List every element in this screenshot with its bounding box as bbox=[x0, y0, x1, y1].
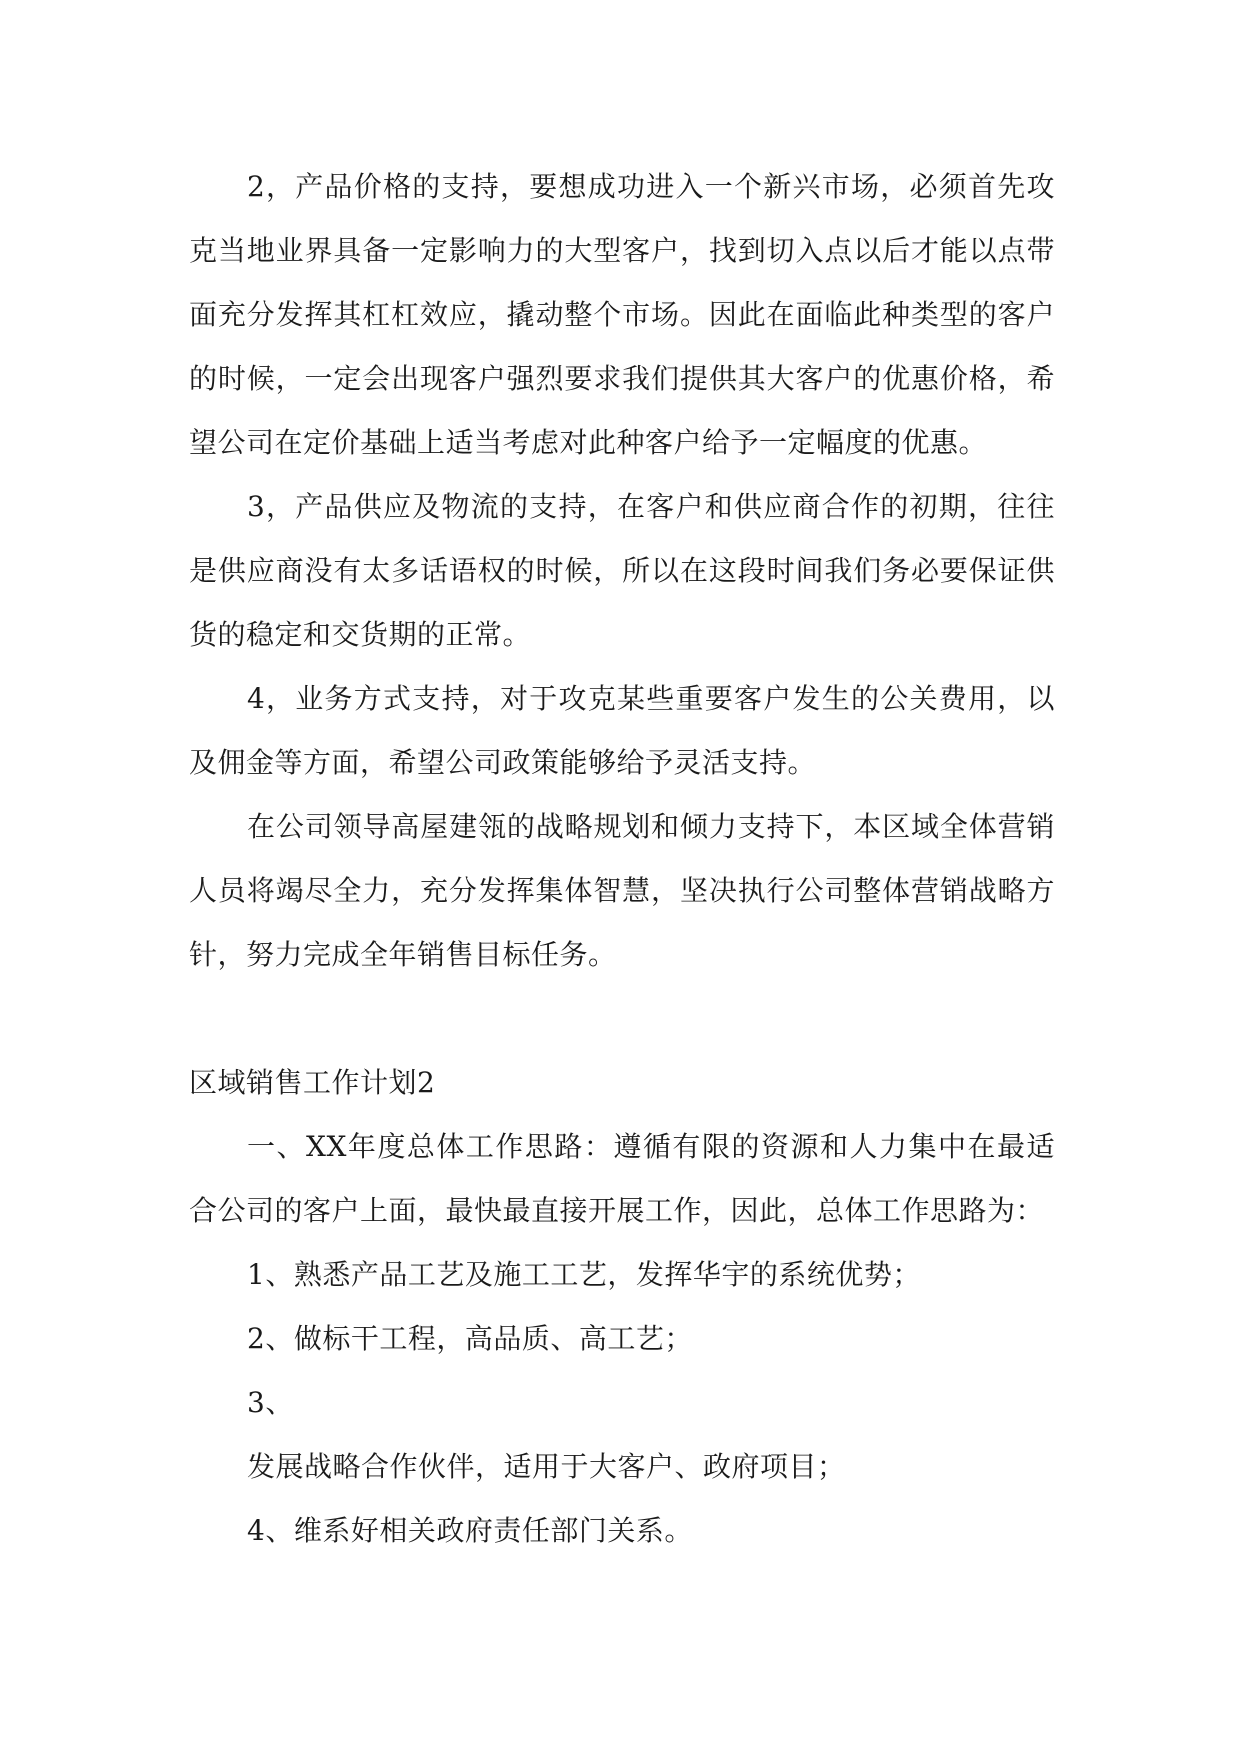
list-item-3-number: 3、 bbox=[247, 1386, 294, 1419]
list-item-3-text: 发展战略合作伙伴，适用于大客户、政府项目； bbox=[247, 1450, 846, 1483]
list-item-1: 1、熟悉产品工艺及施工工艺，发挥华宇的系统优势； bbox=[247, 1258, 921, 1291]
paragraph-price-support: 2，产品价格的支持，要想成功进入一个新兴市场，必须首先攻克当地业界具备一定影响力的大型客户，找到切入点以后才能以点带面充分发挥其杠杠效应，撬动整个市场。因此在面临此种类型的客户的时候，一定会出现客户强烈要求我们提供其大客户的优惠价格，希望公司在定价基础上适当考虑对此种客户给予一定幅度的优惠。 bbox=[189, 170, 1055, 459]
paragraph-supply-logistics: 3，产品供应及物流的支持，在客户和供应商合作的初期，往往是供应商没有太多话语权的时候，所以在这段时间我们务必要保证供货的稳定和交货期的正常。 bbox=[189, 490, 1055, 651]
paragraph-conclusion: 在公司领导高屋建瓴的战略规划和倾力支持下，本区域全体营销人员将竭尽全力，充分发挥集体智慧，坚决执行公司整体营销战略方针，努力完成全年销售目标任务。 bbox=[189, 810, 1055, 971]
list-item-4: 4、维系好相关政府责任部门关系。 bbox=[247, 1514, 693, 1547]
section-gap bbox=[189, 987, 1055, 1051]
section-title: 区域销售工作计划2 bbox=[189, 1066, 436, 1099]
document-body bbox=[189, 155, 1055, 1563]
paragraph-business-support: 4，业务方式支持，对于攻克某些重要客户发生的公关费用，以及佣金等方面，希望公司政策能够给予灵活支持。 bbox=[189, 682, 1055, 779]
paragraph-overall-approach: 一、XX年度总体工作思路：遵循有限的资源和人力集中在最适合公司的客户上面，最快最直接开展工作，因此，总体工作思路为： bbox=[189, 1130, 1055, 1227]
list-item-2: 2、做标干工程，高品质、高工艺； bbox=[247, 1322, 693, 1355]
